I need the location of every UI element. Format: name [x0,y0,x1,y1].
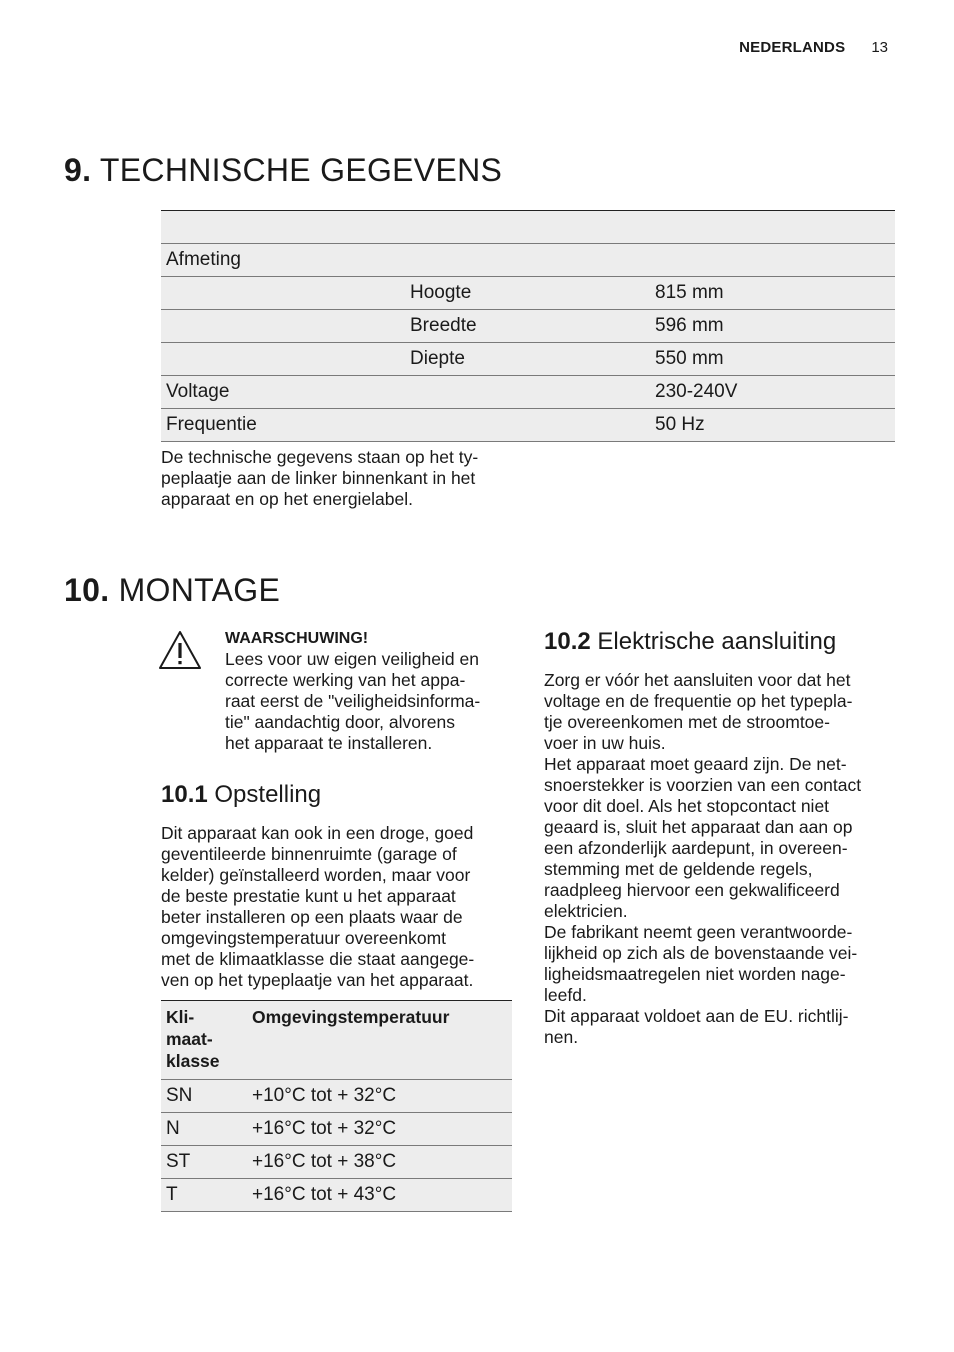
table-cell [161,343,405,376]
table-row [161,409,895,442]
table-cell: +16°C tot + 38°C [247,1146,512,1179]
subsection-10-1-number: 10.1 [161,781,208,808]
subsection-10-1-heading [161,781,321,809]
table-cell: Frequentie [161,409,405,442]
header-language: NEDERLANDS [739,39,846,56]
table-header-cell: Kli- maat- klasse [161,1001,247,1080]
table-cell [405,409,650,442]
table-cell: T [161,1179,247,1212]
table-cell [161,211,405,244]
table-cell: Afmeting [161,244,405,277]
elektrische-aansluiting-text: Zorg er vóór het aansluiten voor dat het voltage en de frequentie op het typepla- tje overeenkomen met de stroomtoe- voer in uw huis. Het apparaat moet geaard zijn. De net- snoerstekker is voorzien van een contact voor dit doel. Als het stopcontact niet geaard is, sluit het apparaat dan aan op een afzonderlijk aardepunt, in overeen- stemming met de geldende regels, raadpleeg hiervoor een gekwalificeerd elektricien. De fabrikant neemt geen verantwoorde- lijkheid op zich als de bovenstaande vei- ligheidsmaatregelen niet worden nage- leefd. Dit apparaat voldoet aan de EU. richtlij- nen. [544,670,862,1047]
table-cell [405,376,650,409]
subsection-10-2-title: Elektrische aansluiting [597,628,837,655]
table-cell: Breedte [405,310,650,343]
table-row [161,1080,512,1113]
table-cell: +16°C tot + 43°C [247,1179,512,1212]
climate-class-table [161,1000,512,1212]
subsection-10-2-heading [544,628,836,656]
table-cell: Voltage [161,376,405,409]
opstelling-text: Dit apparaat kan ook in een droge, goed geventileerde binnenruimte (garage of kelder) geïnstalleerd worden, maar voor de beste prestatie kunt u het apparaat beter installeren op een plaats waar de omgevingstemperatuur overeenkomt met de klimaatklasse die staat aangege- ven op het typeplaatje van het apparaat. [161,823,475,990]
section-10-number: 10. [64,572,110,608]
table-cell [405,211,650,244]
table-row [161,1146,512,1179]
section-10-title: MONTAGE [118,572,281,608]
table-cell: SN [161,1080,247,1113]
table-header-row [161,1001,512,1080]
warning-text: Lees voor uw eigen veiligheid en correcte werking van het appa- raat eerst de "veiligheidsinforma- tie" aandachtig door, alvorens het apparaat te installeren. [225,649,481,753]
table-cell: +16°C tot + 32°C [247,1113,512,1146]
warning-title: WAARSCHUWING! [225,630,369,647]
technical-data-table [161,210,895,442]
table-cell: Diepte [405,343,650,376]
table-row [161,376,895,409]
section-10-heading [64,572,280,609]
subsection-10-1-title: Opstelling [214,781,322,808]
table-row [161,277,895,310]
technical-data-note: De technische gegevens staan op het ty- peplaatje aan de linker binnenkant in het apparaat en op het energielabel. [161,447,479,509]
table-cell [161,310,405,343]
table-row [161,310,895,343]
table-cell [650,211,895,244]
table-row [161,1179,512,1212]
table-cell: +10°C tot + 32°C [247,1080,512,1113]
warning-text-block [225,628,517,754]
section-9-title: TECHNISCHE GEGEVENS [99,152,503,188]
table-cell: 230-240V [650,376,895,409]
subsection-10-2-number: 10.2 [544,628,591,655]
table-cell: 50 Hz [650,409,895,442]
table-header-cell: Omgevingstemperatuur [247,1001,512,1080]
table-cell: Hoogte [405,277,650,310]
table-cell: 550 mm [650,343,895,376]
table-cell [161,277,405,310]
warning-icon [158,630,202,670]
table-cell [650,244,895,277]
table-row [161,1113,512,1146]
table-cell: 815 mm [650,277,895,310]
page-number: 13 [871,39,888,56]
table-cell: 596 mm [650,310,895,343]
section-9-number: 9. [64,152,92,188]
page-header [739,39,888,56]
table-cell: ST [161,1146,247,1179]
table-row [161,244,895,277]
table-cell: N [161,1113,247,1146]
table-cell [405,244,650,277]
table-row [161,211,895,244]
section-9-heading [64,152,502,189]
table-row [161,343,895,376]
